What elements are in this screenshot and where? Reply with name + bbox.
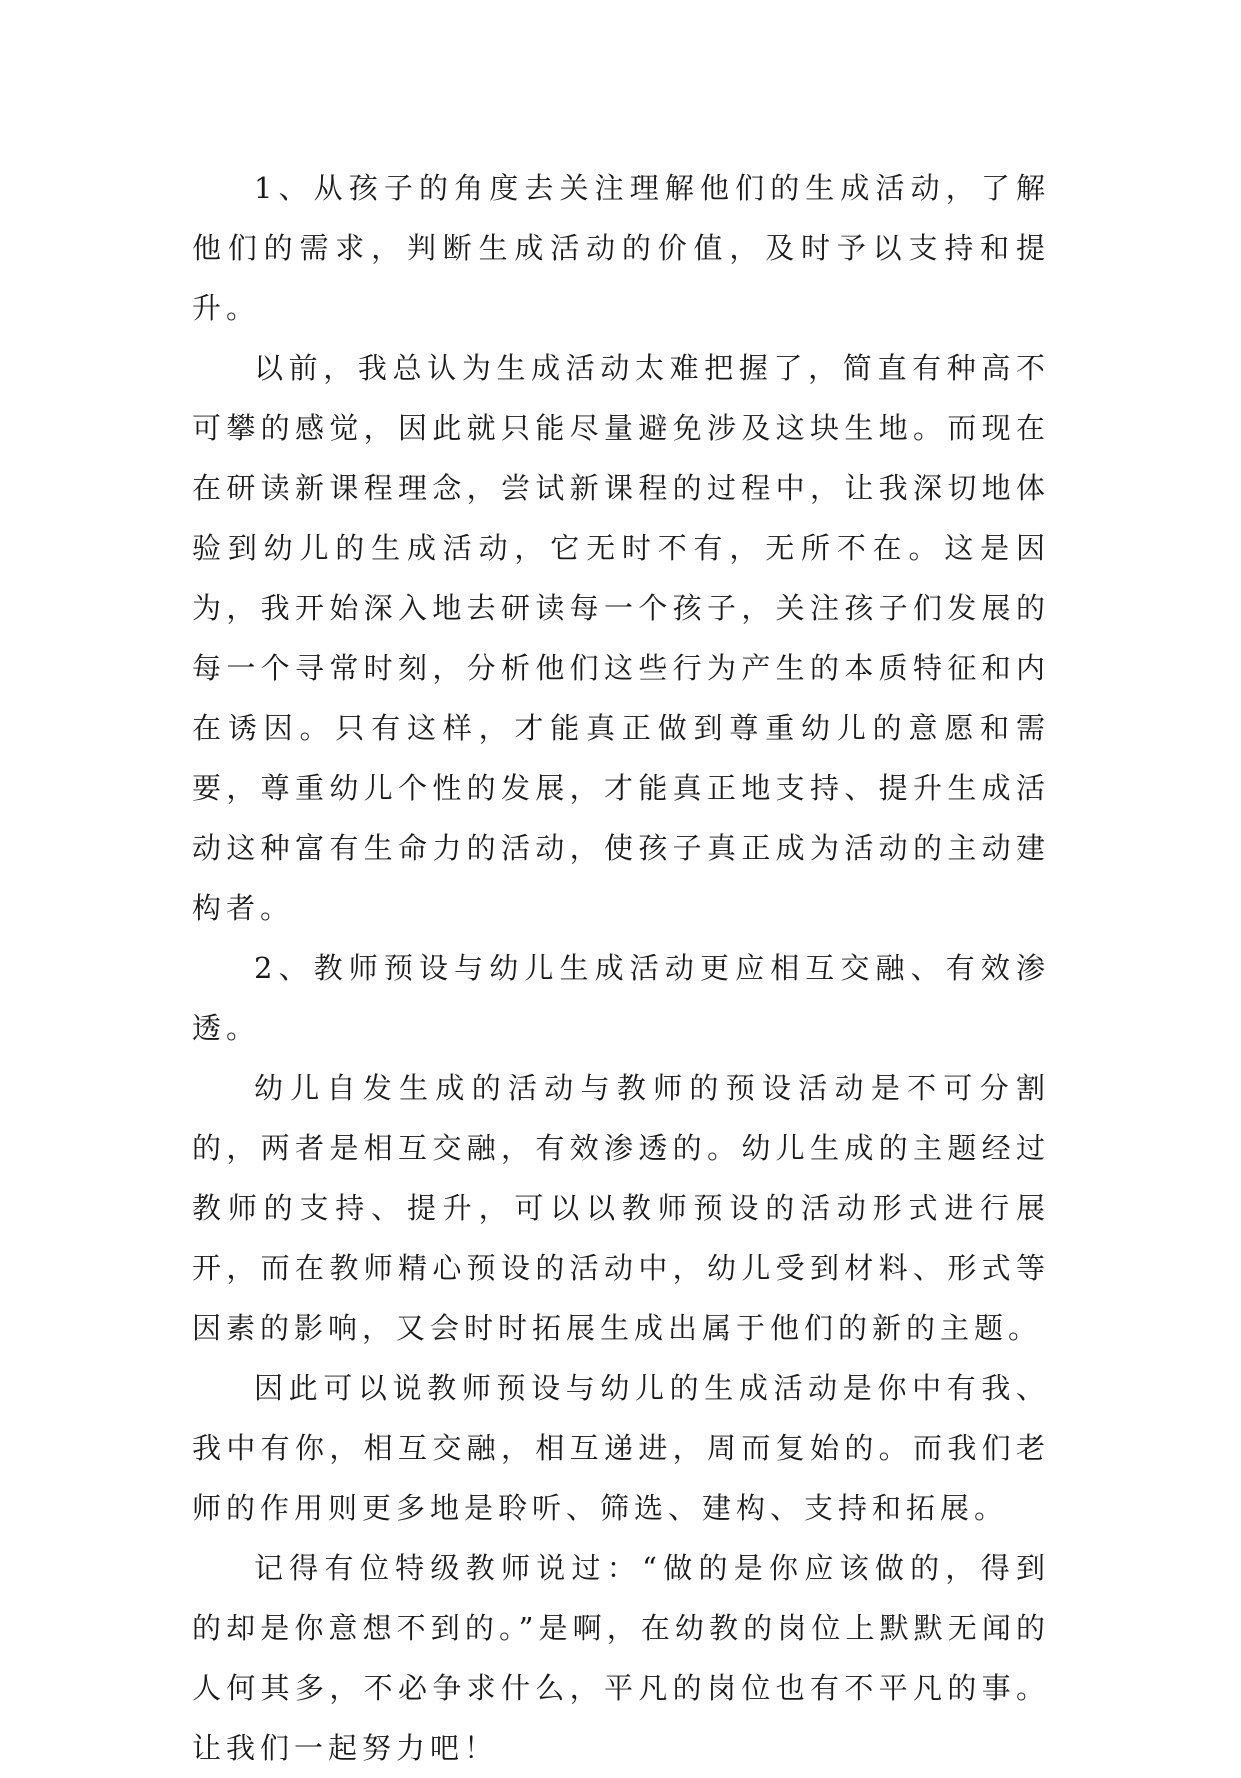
paragraph-2: 以前，我总认为生成活动太难把握了，简直有种高不可攀的感觉，因此就只能尽量避免涉及这块生地。而现在在研读新课程理念，尝试新课程的过程中，让我深切地体验到幼儿的生成活动，它无时不有，无所不在。这是因为，我开始深入地去研读每一个孩子，关注孩子们发展的每一个寻常时刻，分析他们这些行为产生的本质特征和内在诱因。只有这样，才能真正做到尊重幼儿的意愿和需要，尊重幼儿个性的发展，才能真正地支持、提升生成活动这种富有生命力的活动，使孩子真正成为活动的主动建构者。 [192, 351, 1050, 925]
document-body [192, 158, 1050, 1778]
paragraph-6: 记得有位特级教师说过：“做的是你应该做的，得到的却是你意想不到的。”是啊，在幼教的岗位上默默无闻的人何其多，不必争求什么，平凡的岗位也有不平凡的事。让我们一起努力吧！ [192, 1551, 1050, 1765]
paragraph-5: 因此可以说教师预设与幼儿的生成活动是你中有我、我中有你，相互交融，相互递进，周而复始的。而我们老师的作用则更多地是聆听、筛选、建构、支持和拓展。 [192, 1371, 1050, 1525]
paragraph-4: 幼儿自发生成的活动与教师的预设活动是不可分割的，两者是相互交融，有效渗透的。幼儿生成的主题经过教师的支持、提升，可以以教师预设的活动形式进行展开，而在教师精心预设的活动中，幼儿受到材料、形式等因素的影响，又会时时拓展生成出属于他们的新的主题。 [192, 1071, 1050, 1345]
paragraph-3: 2、教师预设与幼儿生成活动更应相互交融、有效渗透。 [192, 951, 1050, 1045]
paragraph-1: 1、从孩子的角度去关注理解他们的生成活动，了解他们的需求，判断生成活动的价值，及时予以支持和提升。 [192, 171, 1050, 325]
